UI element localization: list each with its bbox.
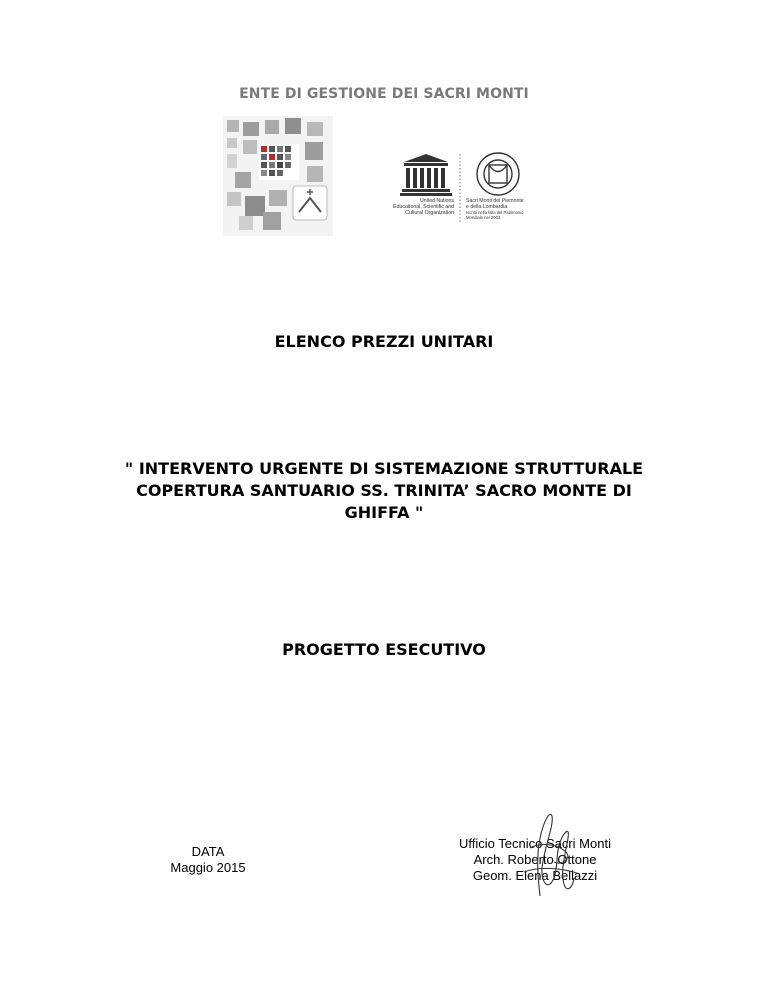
ente-sacri-monti-logo [223,116,333,236]
date-value: Maggio 2015 [170,860,246,875]
surveyor-name: Geom. Elena Bellazzi [472,868,598,883]
office-name: Ufficio Tecnico Sacri Monti [459,836,611,851]
unesco-world-heritage-logo [386,150,558,224]
project-title-line: COPERTURA SANTUARIO SS. TRINITA’ SACRO MONTE DI [136,481,632,500]
svg-text:Cultural Organization: Cultural Organization [405,210,454,216]
project-title [40,458,728,524]
project-phase: PROGETTO ESECUTIVO [282,640,486,659]
project-title-line: GHIFFA " [344,503,424,522]
architect-name: Arch. Roberto Ottone [473,852,597,867]
svg-text:Iscritti nella lista del Patri: Iscritti nella lista del Patrimonio [466,210,524,215]
svg-text:e della Lombardia: e della Lombardia [466,204,508,210]
svg-text:Mondiale nel 2003: Mondiale nel 2003 [466,215,501,220]
svg-text:Educational, Scientific and: Educational, Scientific and [393,204,454,210]
organization-header: ENTE DI GESTIONE DEI SACRI MONTI [239,86,529,102]
date-block [130,844,286,876]
project-title-line: " INTERVENTO URGENTE DI SISTEMAZIONE STRUTTURALE [124,459,644,478]
svg-text:United Nations: United Nations [419,198,454,204]
document-title: ELENCO PREZZI UNITARI [274,332,494,351]
date-label: DATA [191,844,225,859]
office-block [420,836,650,884]
svg-text:Sacri Monti del Piemonte: Sacri Monti del Piemonte [466,198,524,204]
